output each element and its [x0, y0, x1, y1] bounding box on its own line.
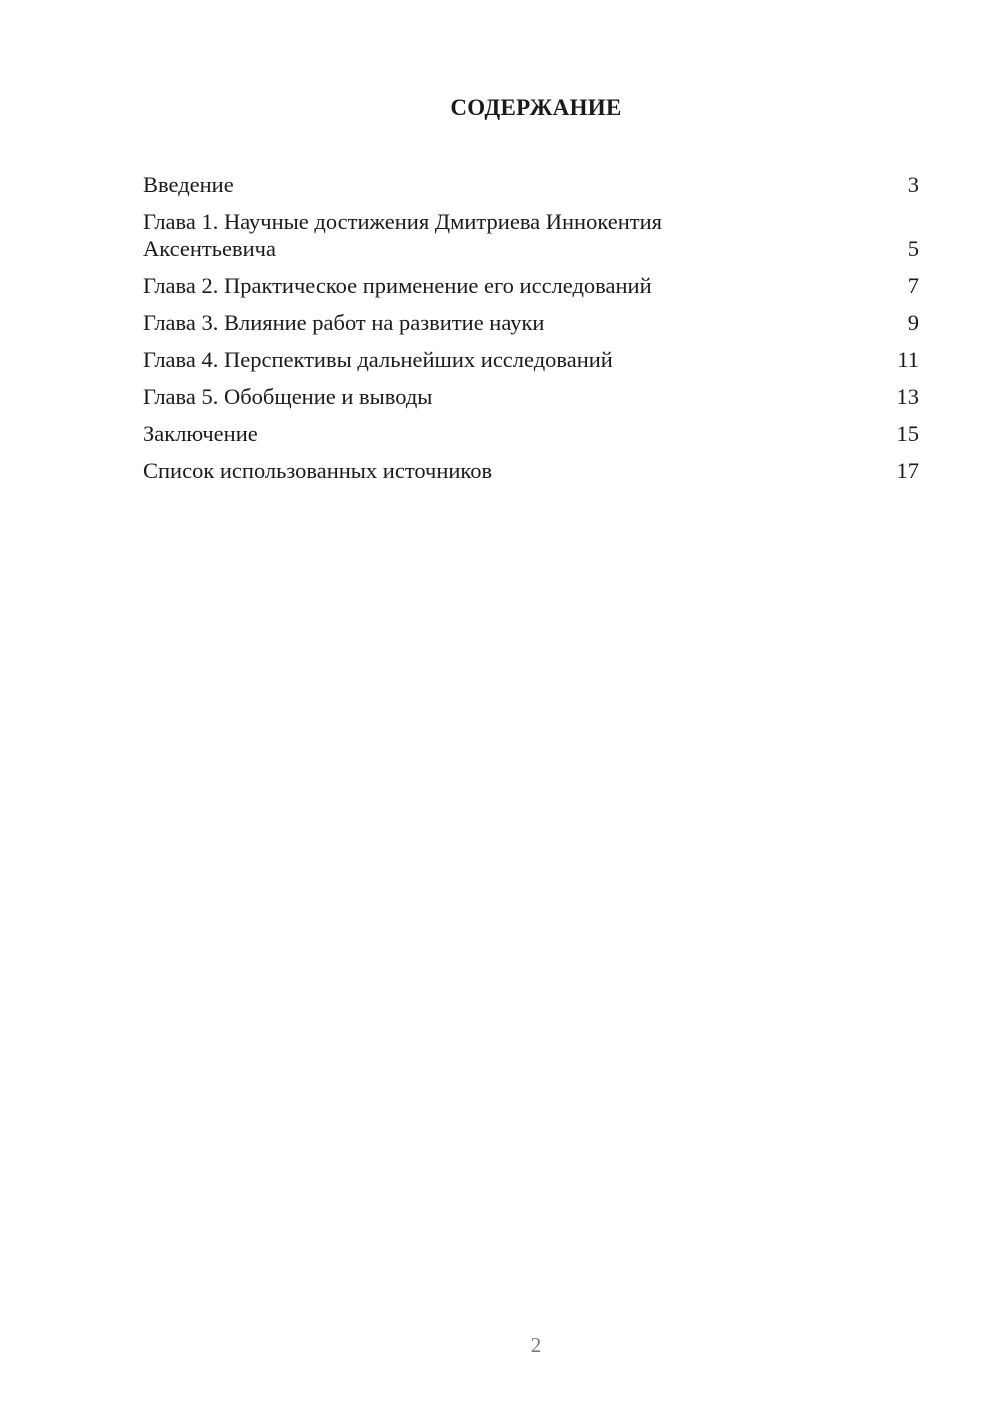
toc-entry-label: Заключение	[143, 421, 258, 446]
table-of-contents	[143, 171, 919, 494]
toc-entry-label: Введение	[143, 172, 234, 197]
toc-entry	[143, 272, 919, 299]
toc-entry	[143, 346, 919, 373]
toc-entry-label: Глава 2. Практическое применение его исследований	[143, 273, 652, 298]
toc-entry-page: 13	[896, 384, 919, 409]
toc-entry	[143, 208, 919, 262]
toc-entry-page: 9	[907, 310, 919, 335]
toc-entry	[143, 171, 919, 198]
toc-entry-page: 11	[897, 347, 919, 372]
toc-entry-page: 3	[907, 172, 919, 197]
toc-entry-label: Глава 5. Обобщение и выводы	[143, 384, 433, 409]
toc-entry	[143, 309, 919, 336]
toc-entry	[143, 383, 919, 410]
toc-entry-page: 17	[896, 458, 919, 483]
toc-entry	[143, 457, 919, 484]
toc-entry-label: Глава 1. Научные достижения Дмитриева Иннокентия Аксентьевича	[143, 209, 662, 261]
toc-entry-page: 15	[896, 421, 919, 446]
toc-entry-label: Глава 4. Перспективы дальнейших исследований	[143, 347, 613, 372]
toc-entry-page: 5	[907, 236, 919, 261]
toc-entry-label: Список использованных источников	[143, 458, 493, 483]
toc-entry-label: Глава 3. Влияние работ на развитие науки	[143, 310, 545, 335]
page-number: 2	[530, 1333, 542, 1357]
toc-entry-page: 7	[907, 273, 919, 298]
toc-entry	[143, 420, 919, 447]
page-title: СОДЕРЖАНИЕ	[450, 95, 622, 120]
